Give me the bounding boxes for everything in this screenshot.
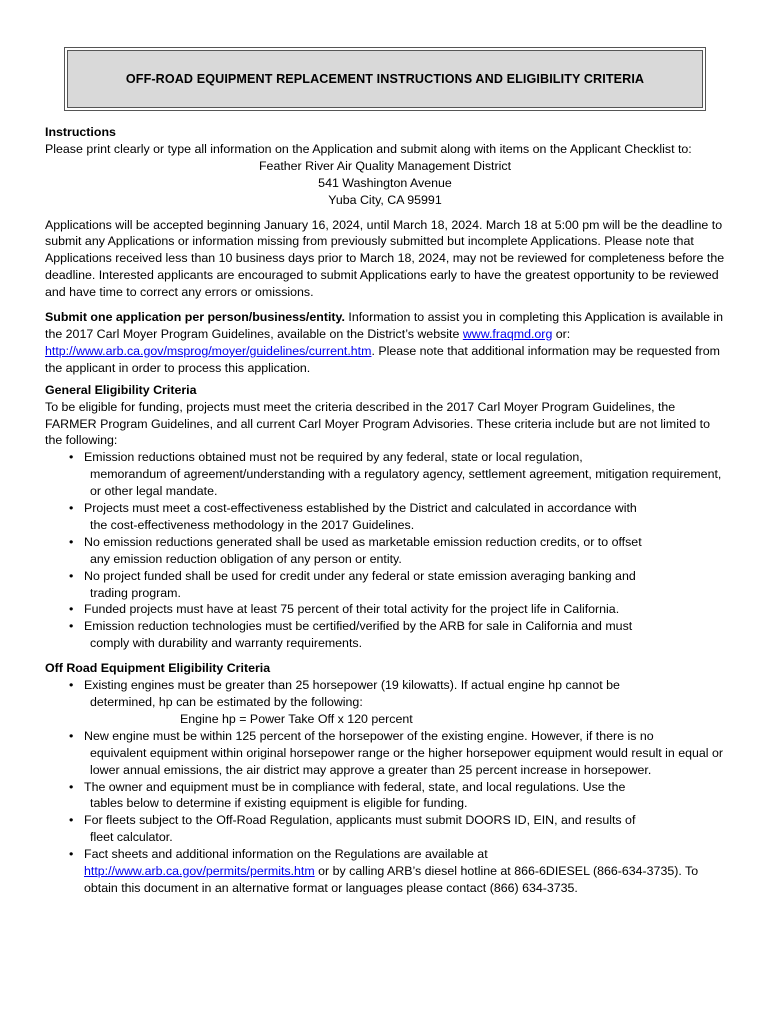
- document-body: [45, 124, 725, 897]
- list-item: • No project funded shall be used for credit under any federal or state emission averaging banking and trading program.: [69, 568, 636, 600]
- list-item: • Emission reduction technologies must be certified/verified by the ARB for sale in California and must comply with durability and warranty requirements.: [69, 619, 633, 651]
- list-item: • Funded projects must have at least 75 percent of their total activity for the project life in California.: [69, 602, 620, 617]
- submit-bold: Submit one application per person/business/entity.: [45, 310, 345, 325]
- bullet-icon: •: [69, 501, 74, 516]
- permits-link[interactable]: http://www.arb.ca.gov/permits/permits.htm: [84, 864, 315, 879]
- district-website-link[interactable]: www.fraqmd.org: [462, 326, 553, 341]
- address-line-1: Feather River Air Quality Management District: [258, 158, 512, 173]
- title-box: [64, 47, 706, 111]
- deadline-paragraph: Applications will be accepted beginning January 16, 2024, until March 18, 2024. March 18 at 5:00 pm will be the deadline to submit any Applications or information missing from previously submitted but incomplete Applications. Please note that Applications received less than 10 business days prior to March 18, 2024, may not be reviewed for completeness before the deadline. Interested applicants are encouraged to submit Applications early to have the greatest opportunity to be reviewed and have time to correct any errors or omissions.: [45, 217, 725, 300]
- list-item: • The owner and equipment must be in compliance with federal, state, and local regulations. Use the tables below to determine if existing equipment is eligible for funding.: [69, 779, 626, 811]
- instructions-heading: Instructions: [45, 125, 116, 139]
- offroad-criteria-list: [45, 677, 725, 897]
- bullet-icon: •: [69, 678, 74, 693]
- list-item: • New engine must be within 125 percent of the horsepower of the existing engine. However, if there is no equivalent equipment within original horsepower range or the higher horsepower equipment would result in equal or lower annual emissions, the air district may approve a greater than 25 percent increase in horsepower.: [69, 728, 723, 777]
- page-title: OFF-ROAD EQUIPMENT REPLACEMENT INSTRUCTIONS AND ELIGIBILITY CRITERIA: [125, 71, 645, 86]
- bullet-icon: •: [69, 779, 74, 794]
- hp-formula: Engine hp = Power Take Off x 120 percent: [180, 711, 413, 726]
- list-item: • Fact sheets and additional information on the Regulations are available at http://www.arb.ca.gov/permits/permits.htm or by calling ARB’s diesel hotline at 866-6DIESEL (866-634-3735). To obtain this document in an alternative format or languages please contact (866) 634-3735.: [69, 847, 699, 895]
- title-inner: [67, 50, 703, 108]
- list-item: • For fleets subject to the Off-Road Regulation, applicants must submit DOORS ID, EIN, and results of fleet calculator.: [69, 813, 636, 845]
- bullet-icon: •: [69, 847, 74, 862]
- general-heading: General Eligibility Criteria: [45, 382, 197, 397]
- submit-text-2: or:: [552, 326, 571, 341]
- bullet-icon: •: [69, 813, 74, 828]
- list-item: • Emission reductions obtained must not be required by any federal, state or local regulation, memorandum of agreement/understanding with a regulatory agency, settlement agreement, mitigation requirement, or other legal mandate.: [69, 450, 722, 499]
- list-item: • Existing engines must be greater than 25 horsepower (19 kilowatts). If actual engine hp cannot be determined, hp can be estimated by the following: Engine hp = Power Take Off x 120 percent: [45, 677, 725, 728]
- submit-text-1: Information to assist you in completing this Application is available in the 2017 Carl Moyer Program Guidelines, available on the District’s website: [45, 310, 724, 341]
- list-item: • Projects must meet a cost-effectiveness established by the District and calculated in accordance with the cost-effectiveness methodology in the 2017 Guidelines.: [69, 501, 637, 532]
- bullet-icon: •: [69, 728, 74, 743]
- submit-paragraph: [45, 309, 725, 377]
- general-intro: To be eligible for funding, projects must meet the criteria described in the 2017 Carl Moyer Program Guidelines, the FARMER Program Guidelines, and all current Carl Moyer Program Advisories. These criteria include but are not limited to the following:: [45, 399, 711, 448]
- bullet-icon: •: [69, 450, 74, 465]
- guidelines-link[interactable]: http://www.arb.ca.gov/msprog/moyer/guidelines/current.htm: [45, 343, 372, 358]
- bullet-icon: •: [69, 568, 74, 583]
- address-line-2: 541 Washington Avenue: [318, 175, 452, 190]
- list-item: • No emission reductions generated shall be used as marketable emission reduction credits, or to offset any emission reduction obligation of any person or entity.: [69, 534, 642, 566]
- offroad-heading: Off Road Equipment Eligibility Criteria: [45, 661, 271, 676]
- bullet-icon: •: [69, 534, 74, 549]
- instructions-intro: Please print clearly or type all information on the Application and submit along with items on the Applicant Checklist to:: [45, 141, 692, 156]
- general-criteria-list: [45, 449, 725, 652]
- bullet-icon: •: [69, 602, 74, 617]
- submit-text-3: . Please note that additional information may be requested from the applicant in order to process this application.: [45, 343, 720, 375]
- address-line-3: Yuba City, CA 95991: [328, 192, 442, 207]
- bullet-icon: •: [69, 619, 74, 634]
